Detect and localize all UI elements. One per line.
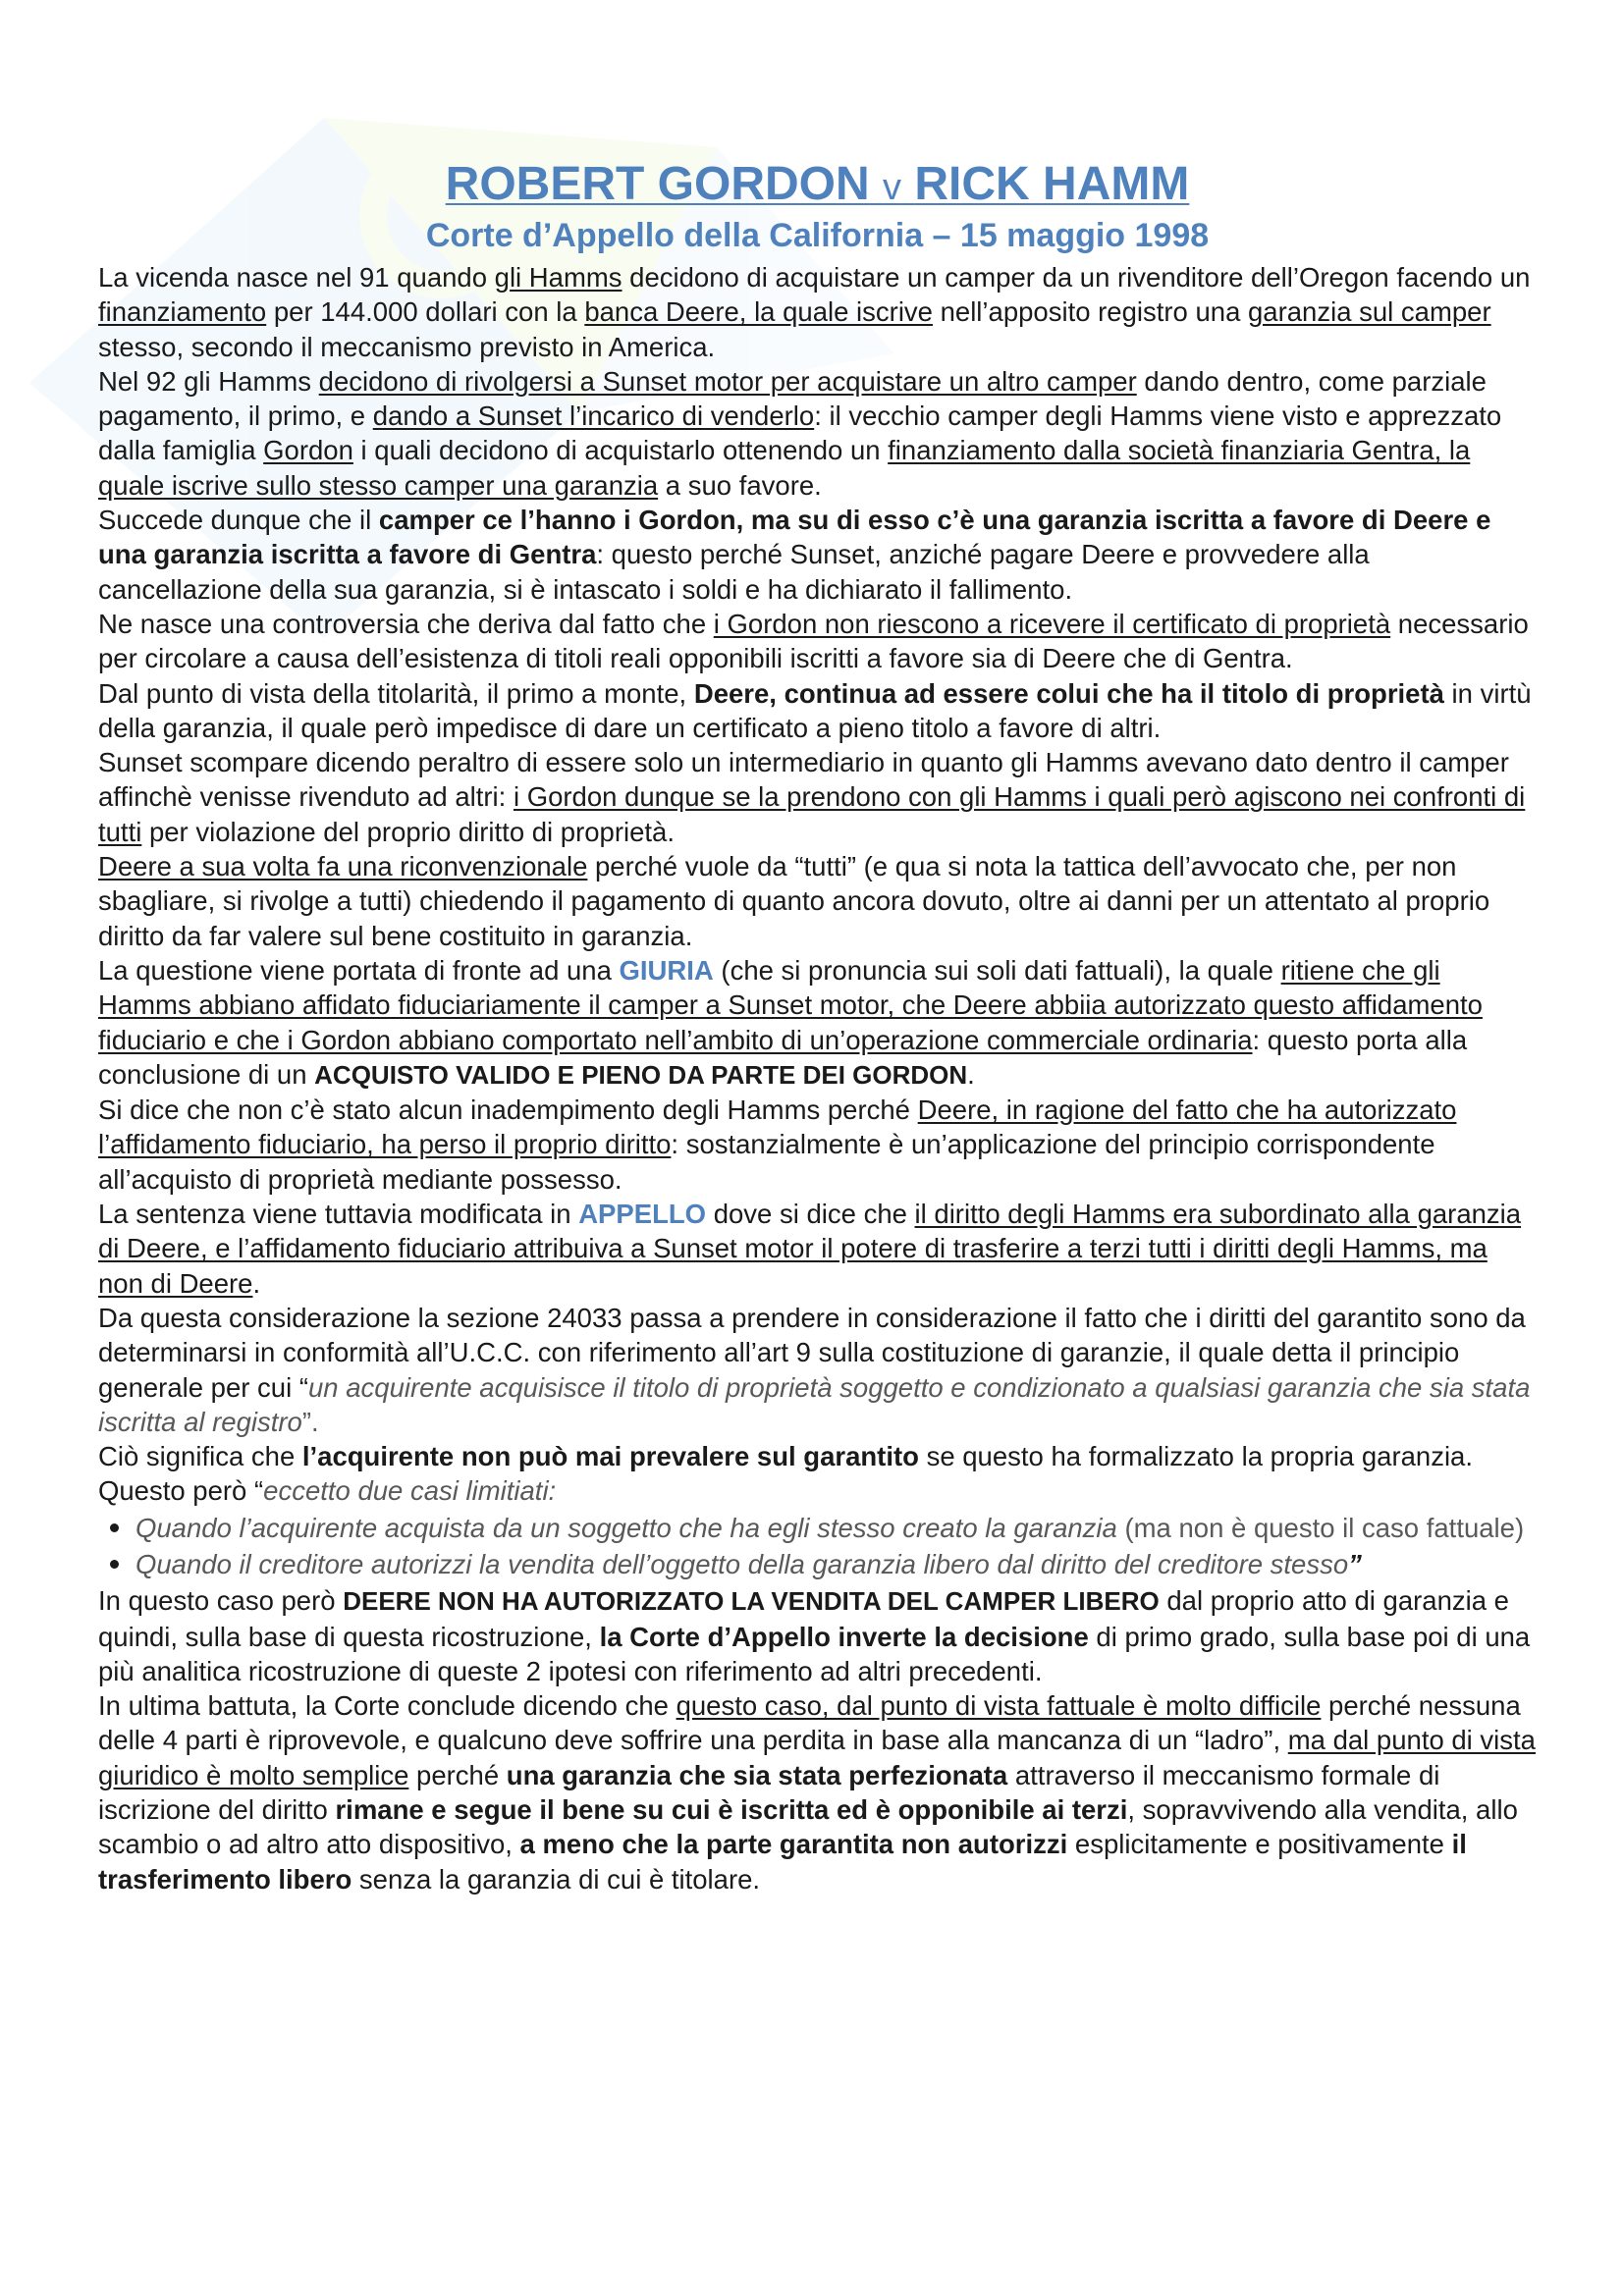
text-span: .	[967, 1058, 975, 1090]
text-span: per 144.000 dollari con la	[266, 296, 585, 328]
underlined-text: garanzia sul camper	[1248, 296, 1491, 328]
text-span: La vicenda nasce nel 91 quando	[98, 262, 495, 293]
caps-bold-text: ACQUISTO VALIDO E PIENO DA PARTE DEI GORDON	[314, 1059, 968, 1090]
title-part-2: RICK HAMM	[914, 158, 1190, 210]
paragraph-1	[98, 260, 1537, 364]
bold-text: ,	[769, 677, 784, 709]
highlight-appello: APPELLO	[578, 1199, 707, 1230]
title-part-1: ROBERT GORDON	[445, 158, 870, 210]
paragraph-15	[98, 1688, 1537, 1896]
bold-text: il trasferimento libero	[98, 1829, 1467, 1895]
text-span: i quali decidono di acquistarlo ottenendo un	[352, 435, 889, 466]
quoted-text: eccetto due casi limitiati:	[263, 1475, 557, 1507]
text-span: senza la garanzia di cui è titolare.	[352, 1863, 761, 1895]
underlined-text: i Gordon dunque se la prendono con gli Hamms i quali però agiscono nei confronti di tutti	[98, 781, 1526, 847]
paragraph-11	[98, 1301, 1537, 1439]
text-span: Questo però “	[98, 1475, 264, 1507]
bold-text: l’acquirente non può mai prevalere sul garantito	[301, 1441, 919, 1472]
paragraph-5	[98, 676, 1537, 746]
underlined-text: ritiene che gli Hamms abbiano affidato fiduciariamente il camper a Sunset motor, che Deere abbiia autorizzato questo affidamento fiduciario e che i Gordon abbiano comportato nell’ambito di un’operazione commerciale ordinaria	[98, 954, 1483, 1055]
underlined-text: decidono di rivolgersi a Sunset motor per acquistare un altro camper	[318, 365, 1137, 397]
list-item	[135, 1547, 1537, 1581]
text-span: stesso, secondo il meccanismo previsto in America.	[98, 331, 716, 362]
text-span: : questo perché Sunset, anziché pagare Deere e provvedere alla cancellazione della sua garanzia, si è intascato i soldi e ha dichiarato il fallimento.	[98, 539, 1370, 605]
bold-text: una garanzia che sia stata perfezionata	[506, 1759, 1008, 1790]
text-span: (ma non è questo il caso fattuale)	[1116, 1512, 1525, 1543]
text-span: necessario per circolare a causa dell’esistenza di titoli reali opponibili iscritti a favore sia di Deere che di Gentra.	[98, 608, 1529, 674]
text-span: , sopravvivendo alla vendita, allo scambio o ad altro atto dispositivo,	[98, 1794, 1518, 1860]
text-span: Ne nasce una controversia che deriva dal fatto che	[98, 608, 714, 639]
text-span: : questo porta alla conclusione di un	[98, 1024, 1468, 1090]
quoted-text: un acquirente acquisisce il titolo di proprietà soggetto e condizionato a qualsiasi garanzia che sia stata iscritta al registro	[98, 1371, 1531, 1437]
highlight-giuria: GIURIA	[619, 954, 714, 986]
paragraph-3	[98, 503, 1537, 607]
bullet-icon	[110, 1560, 119, 1569]
text-span: a suo favore.	[658, 469, 822, 501]
paragraph-2	[98, 364, 1537, 503]
text-span: Ciò significa che	[98, 1441, 302, 1472]
text-span: perché nessuna delle 4 parti è riprovevole, e qualcuno deve soffrire una perdita in base alla mancanza di un “ladro”,	[98, 1690, 1521, 1756]
text-span: decidono di acquistare un camper da un rivenditore dell’Oregon facendo un	[622, 262, 1531, 293]
paragraph-8	[98, 953, 1537, 1093]
text-span: ”.	[301, 1406, 319, 1437]
underlined-text: Deere a sua volta fa una riconvenzionale	[98, 851, 588, 882]
text-span: Succede dunque che il	[98, 505, 379, 536]
underlined-text: Gordon	[263, 435, 353, 466]
text-span: dando dentro, come parziale pagamento, il primo, e	[98, 365, 1487, 432]
bold-text: a meno che la parte garantita non autorizzi	[519, 1829, 1068, 1860]
caps-bold-text: DEERE NON HA AUTORIZZATO LA VENDITA DEL CAMPER LIBERO	[343, 1586, 1160, 1617]
text-span: Nel 92 gli Hamms	[98, 365, 319, 397]
paragraph-6	[98, 745, 1537, 849]
paragraph-10	[98, 1197, 1537, 1301]
text-span: : sostanzialmente è un’applicazione del principio corrispondente all’acquisto di proprietà mediante possesso.	[98, 1129, 1435, 1195]
text-span: Si dice che non c’è stato alcun inadempimento degli Hamms perché	[98, 1095, 918, 1126]
text-span: attraverso il meccanismo formale di iscrizione del diritto	[98, 1759, 1440, 1826]
bold-text: camper ce l’hanno i Gordon, ma su di esso c’è una garanzia iscritta a favore di Deere e una garanzia iscritta a favore di Gentra	[98, 505, 1491, 570]
underlined-text: banca Deere, la quale iscrive	[584, 296, 933, 328]
text-span: dal proprio atto di garanzia e quindi, sulla base di questa ricostruzione,	[98, 1585, 1509, 1652]
text-span: La sentenza viene tuttavia modificata in	[98, 1199, 579, 1230]
text-span: Da questa considerazione la sezione 24033 passa a prendere in considerazione il fatto che i diritti del garantito sono da determinarsi in conformità all’U.C.C. con riferimento all’art 9 sulla costituzione di garanzie, il quale detta il principio generale per cui “	[98, 1302, 1526, 1403]
text-span: per violazione del proprio diritto di proprietà.	[141, 816, 675, 847]
text-span: Sunset scompare dicendo peraltro di essere solo un intermediario in quanto gli Hamms avevano dato dentro il camper affinchè venisse rivenduto ad altri:	[98, 747, 1509, 813]
bold-text: la Corte d’Appello inverte la decisione	[599, 1621, 1089, 1652]
bold-text: Deere	[693, 677, 770, 709]
text-span: In ultima battuta, la Corte conclude dicendo che	[98, 1690, 676, 1722]
underlined-text: ma dal punto di vista giuridico è molto semplice	[98, 1725, 1536, 1790]
text-span: perché	[408, 1759, 507, 1790]
quoted-text: Quando il creditore autorizzi la vendita dell’oggetto della garanzia libero dal diritto del creditore stesso	[135, 1548, 1349, 1579]
list-item	[135, 1511, 1537, 1545]
document-body	[98, 260, 1537, 1896]
text-span: dove si dice che	[706, 1199, 915, 1230]
text-span: Dal punto di vista della titolarità, il primo a monte,	[98, 677, 694, 709]
document-page	[98, 157, 1537, 1896]
text-span: In questo caso però	[98, 1585, 344, 1617]
text-span: .	[252, 1267, 261, 1299]
underlined-text: finanziamento	[98, 296, 267, 328]
paragraph-13	[98, 1473, 1537, 1508]
exception-list	[98, 1511, 1537, 1582]
text-span: nell’apposito registro una	[932, 296, 1248, 328]
bold-text: rimane e segue il bene su cui è iscritta ed è opponibile ai terzi	[335, 1794, 1128, 1826]
underlined-text: finanziamento dalla società finanziaria Gentra, la quale iscrive sullo stesso camper una garanzia	[98, 435, 1471, 501]
underlined-text: dando a Sunset l’incarico di venderlo	[372, 400, 815, 432]
paragraph-4	[98, 607, 1537, 676]
paragraph-7	[98, 849, 1537, 953]
text-span: in virtù della garanzia, il quale però impedisce di dare un certificato a pieno titolo a favore di altri.	[98, 677, 1532, 743]
document-subtitle: Corte d’Appello della California – 15 maggio 1998	[425, 217, 1210, 254]
underlined-text: gli Hamms	[494, 262, 622, 293]
text-span: perché vuole da “tutti” (e qua si nota la tattica dell’avvocato che, per non sbagliare, si rivolge a tutti) chiedendo il pagamento di quanto ancora dovuto, oltre ai danni per un attentato al proprio diritto da far valere sul bene costituito in garanzia.	[98, 851, 1490, 951]
text-span: : il vecchio camper degli Hamms viene visto e apprezzato dalla famiglia	[98, 400, 1502, 466]
quoted-text: Quando l’acquirente acquista da un soggetto che ha egli stesso creato la garanzia	[135, 1512, 1117, 1543]
underlined-text: questo caso, dal punto di vista fattuale è molto difficile	[676, 1690, 1322, 1722]
text-span: La questione viene portata di fronte ad una	[98, 954, 620, 986]
paragraph-12	[98, 1439, 1537, 1473]
document-title	[98, 157, 1537, 215]
text-span: di primo grado, sulla base poi di una più analitica ricostruzione di queste 2 ipotesi con riferimento ad altri precedenti.	[98, 1621, 1531, 1686]
closing-quote: ”	[1348, 1548, 1362, 1579]
title-versus: v	[883, 167, 902, 208]
paragraph-14	[98, 1583, 1537, 1688]
text-span: esplicitamente e positivamente	[1067, 1829, 1452, 1860]
text-span: se questo ha formalizzato la propria garanzia.	[918, 1441, 1473, 1472]
paragraph-9	[98, 1093, 1537, 1197]
underlined-text: i Gordon non riescono a ricevere il certificato di proprietà	[713, 608, 1391, 639]
text-span: (che si pronuncia sui soli dati fattuali), la quale	[713, 954, 1281, 986]
underlined-text: Deere, in ragione del fatto che ha autorizzato l’affidamento fiduciario, ha perso il proprio diritto	[98, 1095, 1457, 1160]
underlined-text: il diritto degli Hamms era subordinato alla garanzia di Deere, e l’affidamento fiduciario attribuiva a Sunset motor il potere di trasferire a terzi tutti i diritti degli Hamms, ma non di Deere	[98, 1199, 1522, 1299]
bold-text: continua ad essere colui che ha il titolo di proprietà	[784, 677, 1444, 709]
bullet-icon	[110, 1523, 119, 1532]
